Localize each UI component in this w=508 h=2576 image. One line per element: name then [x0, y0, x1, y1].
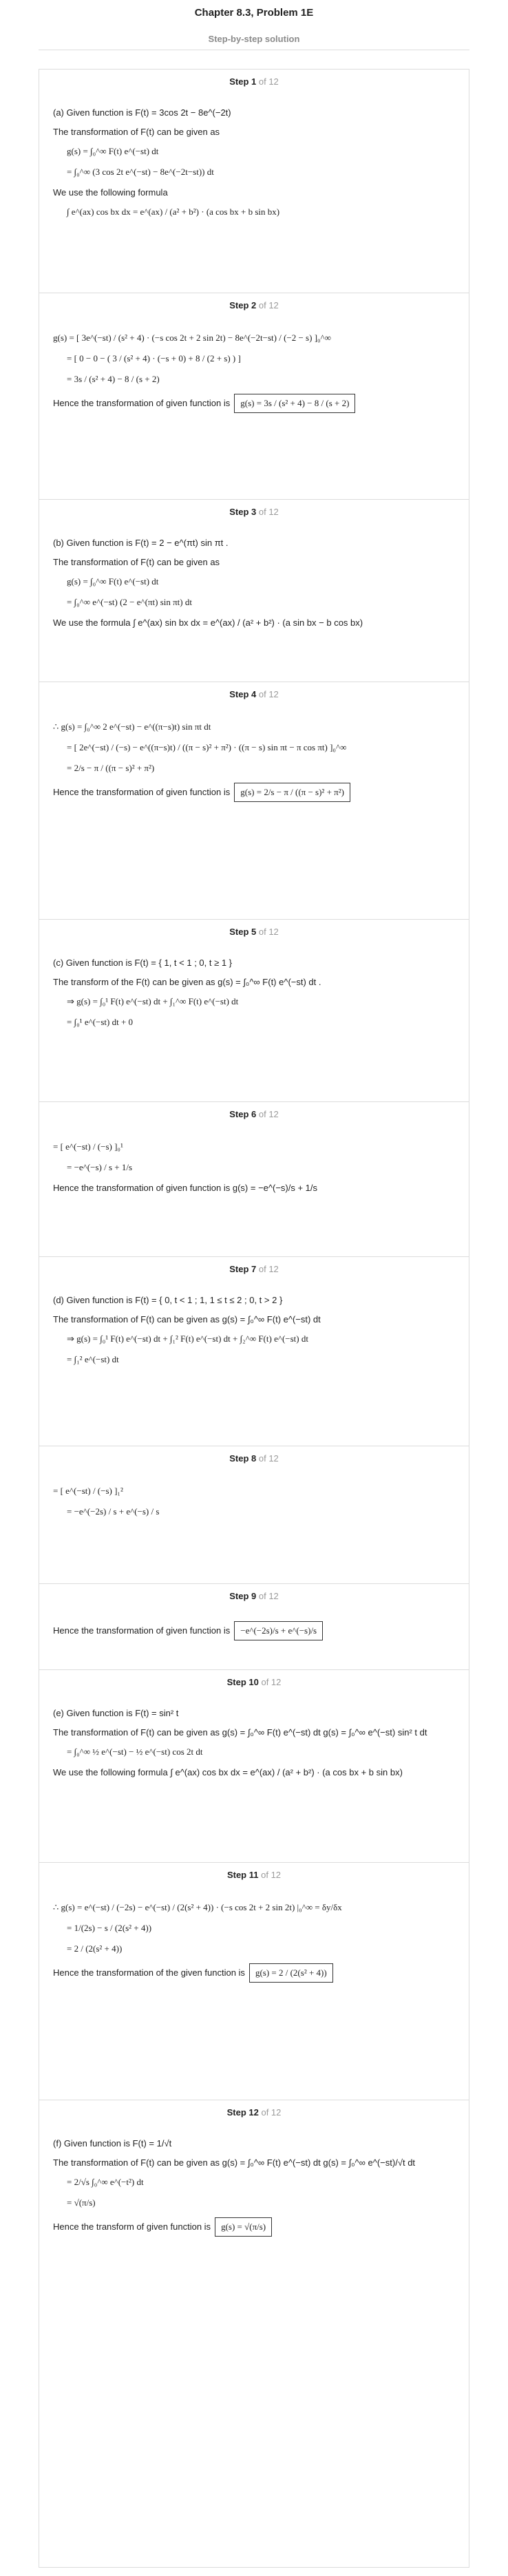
step-of-count: of 12: [258, 1591, 279, 1601]
step-label: Step 7: [229, 1264, 257, 1274]
step-body: [53, 105, 455, 226]
step-panel: [39, 1584, 469, 1670]
step-label: Step 5: [229, 927, 257, 937]
text-line: The transformation of F(t) can be given as: [53, 557, 220, 567]
text-line: The transform of the F(t) can be given as g(s) = ∫₀^∞ F(t) e^(−st) dt .: [53, 977, 321, 987]
result-label: Hence the transformation of given function is: [53, 1625, 231, 1636]
result-line: [53, 1963, 455, 1983]
equation-line: ⇒ g(s) = ∫₀¹ F(t) e^(−st) dt + ∫₁^∞ F(t) e^(−st) dt: [67, 996, 239, 1006]
equation-line: = √(π/s): [67, 2197, 96, 2208]
text-line: We use the following formula: [53, 187, 168, 198]
equation-line: = [ e^(−st) / (−s) ]₁²: [53, 1486, 123, 1496]
result-label: Hence the transformation of given function is: [53, 398, 231, 408]
page-header: [0, 0, 508, 44]
step-panel: [39, 70, 469, 293]
equation-line: = ∫₀^∞ ½ e^(−st) − ½ e^(−st) cos 2t dt: [67, 1746, 203, 1757]
step-of-count: of 12: [258, 507, 279, 517]
step-title: [39, 1453, 469, 1464]
text-line: The transformation of F(t) can be given as g(s) = ∫₀^∞ F(t) e^(−st) dt: [53, 1314, 321, 1324]
text-line: The transformation of F(t) can be given as g(s) = ∫₀^∞ F(t) e^(−st) dt g(s) = ∫₀^∞ e^(−st) sin² t dt: [53, 1727, 427, 1738]
equation-line: = [ e^(−st) / (−s) ]₀¹: [53, 1141, 123, 1152]
step-title: [39, 1264, 469, 1274]
step-title: [39, 300, 469, 310]
step-of-count: of 12: [258, 927, 279, 937]
equation-line: = [ 0 − 0 − ( 3 / (s² + 4) · (−s + 0) + 8 / (2 + s) ) ]: [67, 353, 241, 363]
step-body: [53, 1706, 455, 1786]
equation-line: = [ 2e^(−st) / (−s) − e^((π−s)t) / ((π − s)² + π²) · ((π − s) sin πt − π cos πt) ]₀^∞: [67, 742, 347, 752]
step-label: Step 2: [229, 300, 257, 310]
step-panel: [39, 293, 469, 500]
step-title: [39, 1677, 469, 1687]
equation-line: ∫ e^(ax) cos bx dx = e^(ax) / (a² + b²) · (a cos bx + b sin bx): [67, 207, 280, 217]
step-title: [39, 76, 469, 87]
text-line: (d) Given function is F(t) = { 0, t < 1 ; 1, 1 ≤ t ≤ 2 ; 0, t > 2 }: [53, 1295, 283, 1305]
text-line: Hence the transformation of given function is g(s) = −e^(−s)/s + 1/s: [53, 1183, 318, 1193]
step-of-count: of 12: [258, 1453, 279, 1464]
step-label: Step 8: [229, 1453, 257, 1464]
step-panel: [39, 682, 469, 920]
equation-line: g(s) = ∫₀^∞ F(t) e^(−st) dt: [67, 146, 159, 156]
equation-line: = −e^(−s) / s + 1/s: [67, 1162, 133, 1172]
step-body: [53, 1620, 455, 1647]
step-title: [39, 1870, 469, 1880]
equation-line: = ∫₀¹ e^(−st) dt + 0: [67, 1017, 134, 1027]
step-of-count: of 12: [261, 1677, 282, 1687]
text-line: We use the formula ∫ e^(ax) sin bx dx = e^(ax) / (a² + b²) · (a sin bx − b cos bx): [53, 617, 363, 628]
step-title: [39, 2107, 469, 2118]
equation-line: g(s) = ∫₀^∞ F(t) e^(−st) dt: [67, 576, 159, 587]
step-label: Step 11: [226, 1870, 259, 1880]
step-of-count: of 12: [258, 689, 279, 699]
equation-line: ∴ g(s) = e^(−st) / (−2s) − e^(−st) / (2(s² + 4)) · (−s cos 2t + 2 sin 2t) |₀^∞ = δy/δx: [53, 1902, 342, 1912]
step-panel: [39, 1446, 469, 1584]
step-body: [53, 1899, 455, 1989]
page-title: Chapter 8.3, Problem 1E: [194, 7, 314, 19]
result-line: [53, 783, 455, 802]
step-title: [39, 689, 469, 699]
page-subtitle: Step-by-step solution: [208, 34, 300, 44]
step-title: [39, 927, 469, 937]
equation-line: = ∫₀^∞ (3 cos 2t e^(−st) − 8e^(−2t−st)) dt: [67, 167, 214, 177]
text-line: (f) Given function is F(t) = 1/√t: [53, 2138, 172, 2149]
text-line: (b) Given function is F(t) = 2 − e^(πt) sin πt .: [53, 538, 229, 548]
result-label: Hence the transform of given function is: [53, 2221, 211, 2232]
step-panel: [39, 2100, 469, 2431]
step-body: [53, 536, 455, 636]
result-label: Hence the transformation of given function is: [53, 787, 231, 797]
step-body: [53, 1482, 455, 1526]
text-line: (c) Given function is F(t) = { 1, t < 1 ; 0, t ≥ 1 }: [53, 958, 233, 968]
step-label: Step 10: [226, 1677, 259, 1687]
boxed-answer: −e^(−2s)/s + e^(−s)/s: [234, 1621, 323, 1640]
equation-line: = ∫₁² e^(−st) dt: [67, 1354, 119, 1364]
step-body: [53, 329, 455, 420]
result-line: [53, 394, 455, 413]
step-label: Step 9: [229, 1591, 257, 1601]
step-title: [39, 1591, 469, 1601]
result-label: Hence the transformation of the given function is: [53, 1967, 245, 1978]
equation-line: = 2 / (2(s² + 4)): [67, 1943, 123, 1954]
equation-line: ∴ g(s) = ∫₀^∞ 2 e^(−st) − e^((π−s)t) sin πt dt: [53, 721, 211, 732]
equation-line: = 2/√s ∫₀^∞ e^(−t²) dt: [67, 2177, 144, 2187]
step-panel: [39, 1863, 469, 2100]
step-panel: [39, 920, 469, 1102]
text-line: The transformation of F(t) can be given as: [53, 127, 220, 137]
step-title: [39, 507, 469, 517]
boxed-answer: g(s) = √(π/s): [215, 2217, 272, 2237]
step-of-count: of 12: [258, 1264, 279, 1274]
solution-steps: [39, 69, 469, 2568]
equation-line: = 3s / (s² + 4) − 8 / (s + 2): [67, 374, 160, 384]
boxed-answer: g(s) = 3s / (s² + 4) − 8 / (s + 2): [234, 394, 355, 413]
text-line: (e) Given function is F(t) = sin² t: [53, 1708, 179, 1718]
text-line: We use the following formula ∫ e^(ax) cos bx dx = e^(ax) / (a² + b²) · (a cos bx + b sin bx): [53, 1767, 403, 1777]
boxed-answer: g(s) = 2 / (2(s² + 4)): [249, 1963, 333, 1983]
step-of-count: of 12: [261, 2107, 282, 2118]
equation-line: g(s) = [ 3e^(−st) / (s² + 4) · (−s cos 2t + 2 sin 2t) − 8e^(−2t−st) / (−2 − s) ]₀^∞: [53, 332, 331, 343]
equation-line: = ∫₀^∞ e^(−st) (2 − e^(πt) sin πt) dt: [67, 597, 192, 607]
step-label: Step 6: [229, 1109, 257, 1119]
step-of-count: of 12: [261, 1870, 282, 1880]
step-title: [39, 1109, 469, 1119]
result-line: [53, 2217, 455, 2237]
equation-line: = 1/(2s) − s / (2(s² + 4)): [67, 1923, 152, 1933]
step-body: [53, 1293, 455, 1374]
step-label: Step 4: [229, 689, 257, 699]
step-body: [53, 718, 455, 809]
step-body: [53, 1138, 455, 1201]
step-panel: [39, 1257, 469, 1446]
equation-line: = 2/s − π / ((π − s)² + π²): [67, 763, 155, 773]
step-label: Step 12: [226, 2107, 259, 2118]
step-panel: [39, 1102, 469, 1257]
step-panel: [39, 500, 469, 682]
text-line: (a) Given function is F(t) = 3cos 2t − 8e^(−2t): [53, 107, 231, 118]
equation-line: = −e^(−2s) / s + e^(−s) / s: [67, 1506, 160, 1517]
step-body: [53, 2136, 455, 2244]
step-label: Step 1: [229, 76, 257, 87]
step-of-count: of 12: [258, 1109, 279, 1119]
step-of-count: of 12: [258, 300, 279, 310]
step-panel: [39, 1670, 469, 1863]
step-body: [53, 956, 455, 1037]
text-line: The transformation of F(t) can be given as g(s) = ∫₀^∞ F(t) e^(−st) dt g(s) = ∫₀^∞ e^(−st)/√t dt: [53, 2157, 416, 2168]
boxed-answer: g(s) = 2/s − π / ((π − s)² + π²): [234, 783, 350, 802]
equation-line: ⇒ g(s) = ∫₀¹ F(t) e^(−st) dt + ∫₁² F(t) e^(−st) dt + ∫₂^∞ F(t) e^(−st) dt: [67, 1333, 308, 1344]
result-line: [53, 1621, 455, 1640]
step-of-count: of 12: [258, 76, 279, 87]
step-label: Step 3: [229, 507, 257, 517]
